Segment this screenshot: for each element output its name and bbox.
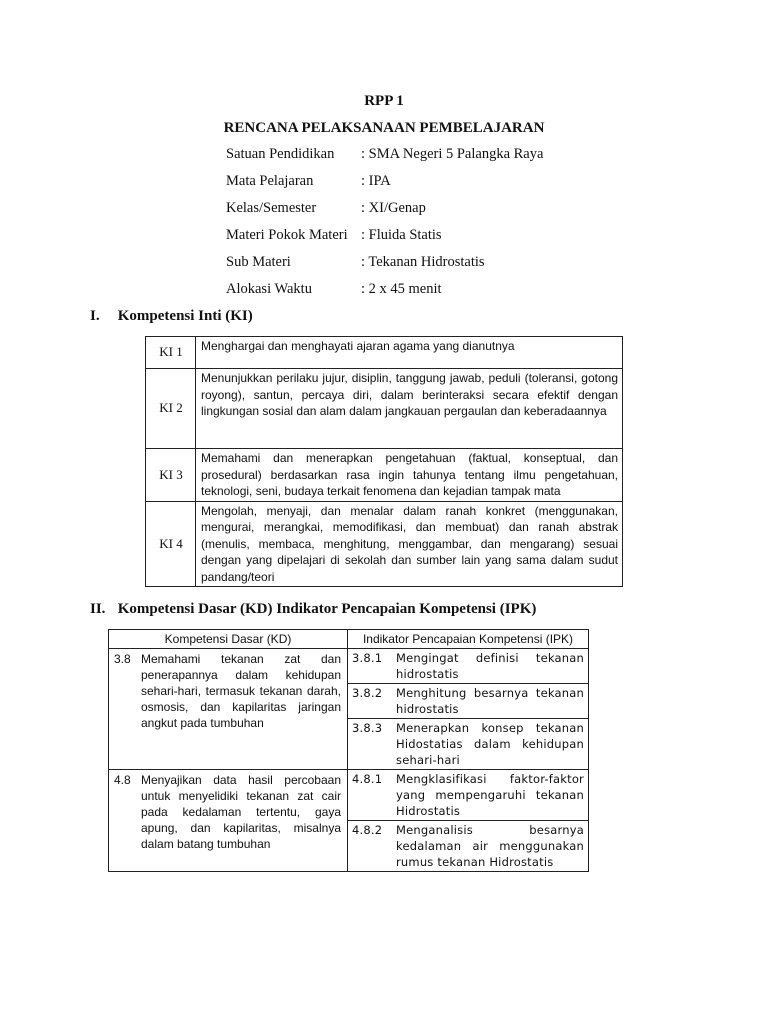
meta-label: Satuan Pendidikan bbox=[226, 146, 335, 162]
section-number: I. bbox=[90, 308, 100, 324]
kd-ipk-table bbox=[108, 629, 589, 872]
ki-code: KI 2 bbox=[146, 369, 196, 449]
ki-code: KI 1 bbox=[146, 337, 196, 369]
ki-description: Mengolah, menyaji, dan menalar dalam ranah konkret (menggunakan, mengurai, merangkai, memodifikasi, dan membuat) dan ranah abstrak (menulis, membaca, menghitung, menggambar, dan mengarang) sesuai dengan yang dipelajari di sekolah dan sumber lain yang sama dalam sudut pandang/teori bbox=[196, 501, 623, 587]
ki-code: KI 4 bbox=[146, 501, 196, 587]
section-number: II. bbox=[90, 601, 106, 617]
ipk-cell bbox=[348, 719, 589, 770]
section-heading-ki bbox=[90, 308, 253, 325]
meta-value: : IPA bbox=[361, 173, 391, 189]
column-header-ipk: Indikator Pencapaian Kompetensi (IPK) bbox=[348, 630, 589, 649]
table-row bbox=[146, 449, 623, 502]
table-row bbox=[146, 369, 623, 449]
meta-label: Kelas/Semester bbox=[226, 200, 317, 216]
ipk-text: Menerapkan konsep tekanan Hidostatias dalam kehidupan sehari-hari bbox=[396, 721, 584, 767]
ipk-text: Mengingat definisi tekanan hidrostatis bbox=[396, 651, 584, 681]
document-title: RENCANA PELAKSANAAN PEMBELAJARAN bbox=[223, 120, 545, 136]
kd-code: 4.8 bbox=[114, 773, 131, 787]
table-row bbox=[146, 337, 623, 369]
ipk-text: Mengklasifikasi faktor-faktor yang mempengaruhi tekanan Hidrostatis bbox=[396, 772, 584, 818]
meta-label: Mata Pelajaran bbox=[226, 173, 314, 189]
ki-table bbox=[145, 336, 623, 587]
ki-code: KI 3 bbox=[146, 449, 196, 502]
kd-text: Memahami tekanan zat dan penerapannya dalam kehidupan sehari-hari, termasuk tekanan darah, osmosis, dan kapilaritas jaringan angkut pada tumbuhan bbox=[141, 652, 341, 730]
meta-value: : Tekanan Hidrostatis bbox=[361, 254, 485, 270]
column-header-kd: Kompetensi Dasar (KD) bbox=[109, 630, 348, 649]
kd-code: 3.8 bbox=[114, 652, 131, 666]
ipk-cell bbox=[348, 649, 589, 684]
kd-cell bbox=[109, 770, 348, 872]
ipk-code: 4.8.2 bbox=[352, 823, 383, 837]
meta-label: Materi Pokok Materi bbox=[226, 227, 348, 243]
meta-value: : Fluida Statis bbox=[361, 227, 442, 243]
ipk-cell bbox=[348, 684, 589, 719]
table-header-row bbox=[109, 630, 589, 649]
section-title: Kompetensi Dasar (KD) Indikator Pencapaian Kompetensi (IPK) bbox=[117, 601, 537, 617]
ipk-code: 4.8.1 bbox=[352, 772, 383, 786]
kd-text: Menyajikan data hasil percobaan untuk menyelidiki tekanan zat cair pada kedalaman tertentu, gaya apung, dan kapilaritas, misalnya dalam batang tumbuhan bbox=[141, 773, 341, 851]
ki-description: Menunjukkan perilaku jujur, disiplin, tanggung jawab, peduli (toleransi, gotong royong), santun, percaya diri, dalam berinteraksi secara efektif dengan lingkungan sosial dan alam dalam jangkauan pergaulan dan keberadaannya bbox=[196, 369, 623, 449]
kd-cell bbox=[109, 649, 348, 770]
meta-value: : SMA Negeri 5 Palangka Raya bbox=[361, 146, 544, 162]
ipk-text: Menganalisis besarnya kedalaman air menggunakan rumus tekanan Hidrostatis bbox=[396, 823, 584, 869]
ki-description: Menghargai dan menghayati ajaran agama yang dianutnya bbox=[196, 337, 623, 369]
section-title: Kompetensi Inti (KI) bbox=[117, 308, 253, 324]
ipk-code: 3.8.1 bbox=[352, 651, 383, 665]
meta-label: Sub Materi bbox=[226, 254, 291, 270]
ipk-code: 3.8.3 bbox=[352, 721, 383, 735]
ki-description: Memahami dan menerapkan pengetahuan (faktual, konseptual, dan prosedural) berdasarkan rasa ingin tahunya tentang ilmu pengetahuan, teknologi, seni, budaya terkait fenomena dan kejadian tampak mata bbox=[196, 449, 623, 502]
ipk-code: 3.8.2 bbox=[352, 686, 383, 700]
meta-value: : 2 x 45 menit bbox=[361, 281, 442, 297]
table-row bbox=[109, 770, 589, 821]
table-row bbox=[146, 501, 623, 587]
table-row bbox=[109, 649, 589, 684]
meta-value: : XI/Genap bbox=[361, 200, 426, 216]
meta-label: Alokasi Waktu bbox=[226, 281, 312, 297]
document-rpp-number: RPP 1 bbox=[364, 93, 404, 109]
ipk-cell bbox=[348, 821, 589, 872]
ipk-cell bbox=[348, 770, 589, 821]
ipk-text: Menghitung besarnya tekanan hidrostatis bbox=[396, 686, 584, 716]
section-heading-kd bbox=[90, 601, 536, 618]
